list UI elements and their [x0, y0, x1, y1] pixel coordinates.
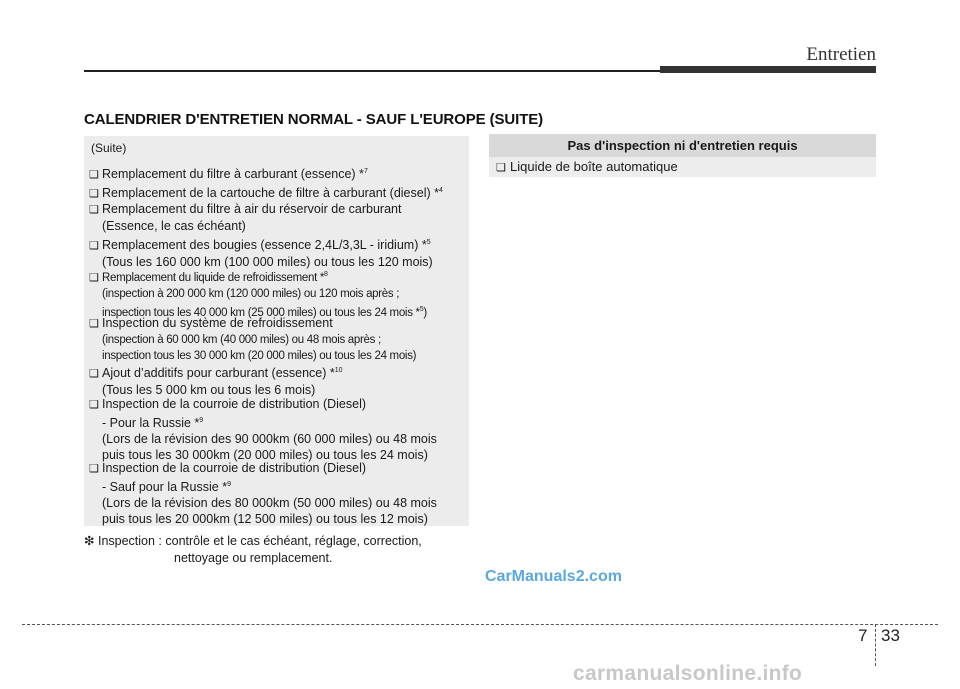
row-text: Liquide de boîte automatique [510, 159, 678, 174]
checkbox-icon: ❑ [89, 399, 99, 411]
list-item [89, 183, 469, 202]
footnote-ref: 5 [419, 306, 424, 314]
no-inspection-row [489, 157, 876, 177]
item-detail: (Tous les 160 000 km (100 000 miles) ou tous les 120 mois) [102, 255, 433, 270]
list-item [89, 267, 469, 321]
chapter-title: Entretien [806, 44, 876, 65]
item-detail: (inspection à 200 000 km (120 000 miles) ou 120 mois après ; [102, 288, 400, 301]
item-text: Remplacement de la cartouche de filtre à carburant (diesel) * [102, 186, 439, 201]
checkbox-icon: ❑ [89, 188, 99, 201]
footnote-ref: 8 [324, 271, 328, 278]
item-text: Remplacement du filtre à air du réservoir de carburant [102, 202, 402, 216]
footnote-ref: 5 [426, 239, 431, 246]
checkbox-icon: ❑ [89, 463, 99, 475]
item-text: Inspection de la courroie de distribution (Diesel) [102, 461, 367, 475]
item-text: Remplacement du filtre à carburant (essence) * [102, 167, 364, 182]
footnote-ref: 9 [227, 481, 231, 488]
item-text: Remplacement des bougies (essence 2,4L/3,3L - iridium) * [102, 238, 427, 253]
inspection-note [84, 533, 469, 567]
list-item [89, 315, 469, 364]
list-item [89, 396, 469, 463]
header-rule-thick [660, 66, 876, 73]
item-detail: - Pour la Russie *$^9$ [102, 416, 204, 431]
footnote-ref: 10 [334, 367, 343, 374]
item-detail-3: puis tous les 30 000km (20 000 miles) ou tous les 24 mois) [102, 448, 428, 463]
item-detail: (Tous les 5 000 km ou tous les 6 mois) [102, 383, 316, 398]
chapter-number: 7 [858, 626, 868, 645]
checkbox-icon: ❑ [89, 318, 99, 330]
note-line-2: nettoyage ou remplacement. [174, 551, 333, 565]
list-item [89, 201, 469, 234]
item-text: Inspection du système de refroidissement [102, 316, 333, 330]
item-detail-2: inspection tous les 40 000 km (25 000 miles) ou tous les 24 mois *$^5$) [102, 306, 427, 319]
asterisk-icon: ❇ [84, 534, 95, 548]
item-detail-2: inspection tous les 30 000 km (20 000 miles) ou tous les 24 mois) [102, 350, 417, 362]
no-inspection-header: Pas d'inspection ni d'entretien requis [489, 134, 876, 157]
page-number: 33 [881, 626, 900, 645]
header-rule-thin [84, 70, 660, 72]
footer-divider [875, 624, 876, 666]
footer-dashed-rule [22, 624, 938, 625]
list-item [89, 460, 469, 527]
footer-site-mark: carmanualsonline.info [573, 662, 803, 685]
list-item [89, 164, 469, 183]
section-heading: CALENDRIER D'ENTRETIEN NORMAL - SAUF L'EUROPE (SUITE) [84, 111, 544, 128]
item-text: Remplacement du liquide de refroidissement * [102, 272, 325, 285]
footnote-ref: 9 [199, 417, 204, 424]
item-detail-3: puis tous les 20 000km (12 500 miles) ou tous les 12 mois) [102, 512, 428, 527]
checkbox-icon: ❑ [89, 169, 99, 182]
checkbox-icon: ❑ [89, 368, 99, 381]
item-text: Inspection de la courroie de distribution (Diesel) [102, 397, 367, 411]
checkbox-icon: ❑ [89, 272, 99, 285]
item-detail-2: (Lors de la révision des 90 000km (60 000 miles) ou 48 mois [102, 432, 437, 447]
item-text: Ajout d’additifs pour carburant (essence) * [102, 366, 335, 381]
item-detail: - Sauf pour la Russie *$^9$ [102, 480, 231, 495]
list-item [89, 363, 469, 398]
checkbox-icon: ❑ [496, 162, 506, 174]
footnote-ref: 7 [363, 168, 368, 175]
checkbox-icon: ❑ [89, 240, 99, 253]
item-detail: (Essence, le cas échéant) [102, 219, 246, 233]
item-detail-2: (Lors de la révision des 80 000km (50 000 miles) ou 48 mois [102, 496, 437, 511]
item-detail: (inspection à 60 000 km (40 000 miles) ou 48 mois après ; [102, 334, 381, 346]
watermark-link[interactable]: CarManuals2.com [485, 568, 622, 585]
footnote-ref: 4 [438, 187, 443, 194]
list-item [89, 235, 469, 270]
suite-label: (Suite) [91, 141, 127, 155]
checkbox-icon: ❑ [89, 204, 99, 216]
note-line-1: Inspection : contrôle et le cas échéant, réglage, correction, [97, 534, 422, 548]
